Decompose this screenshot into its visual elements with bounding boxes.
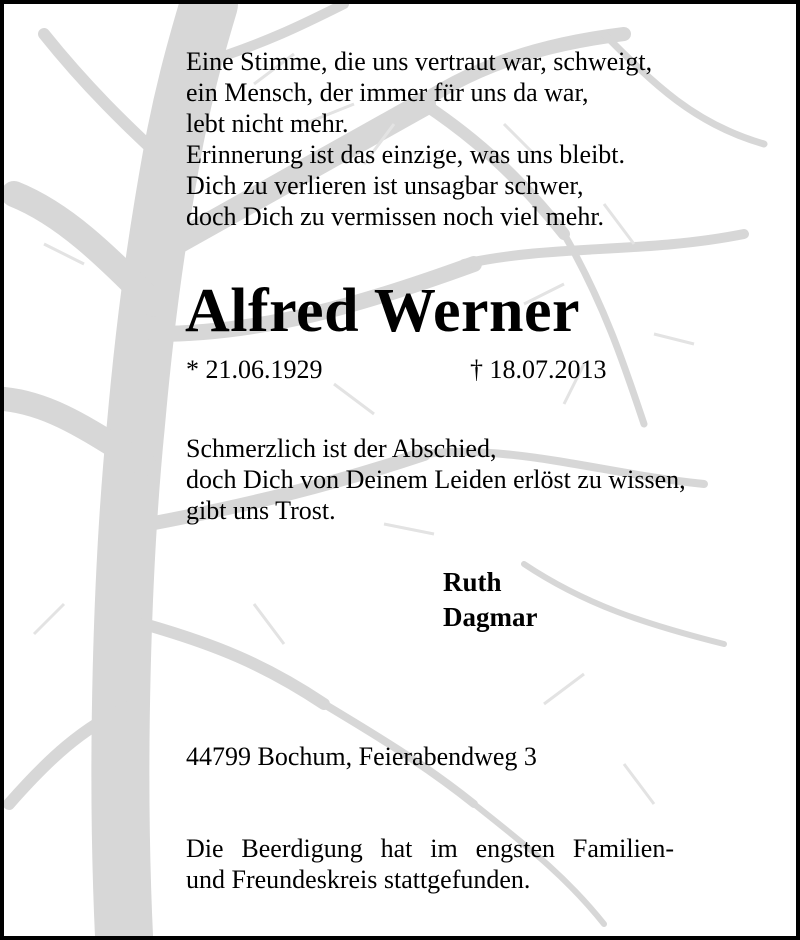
poem-line: Erinnerung ist das einzige, was uns bleibt. <box>186 140 626 169</box>
poem-block <box>186 46 652 232</box>
poem-line: lebt nicht mehr. <box>186 109 349 138</box>
poem-line: Eine Stimme, die uns vertraut war, schweigt, <box>186 47 653 76</box>
poem-line: Dich zu verlieren ist unsagbar schwer, <box>186 171 584 200</box>
poem-line: doch Dich zu vermissen noch viel mehr. <box>186 202 605 231</box>
farewell-line: gibt uns Trost. <box>186 496 336 525</box>
poem-line: ein Mensch, der immer für uns da war, <box>186 78 589 107</box>
farewell-line: doch Dich von Deinem Leiden erlöst zu wissen, <box>186 465 686 494</box>
farewell-text <box>186 433 686 526</box>
funeral-line: und Freundeskreis stattgefunden. <box>186 865 531 894</box>
mourner-name: Dagmar <box>443 602 538 632</box>
funeral-line: Die Beerdigung hat im engsten Familien- <box>186 834 674 863</box>
farewell-line: Schmerzlich ist der Abschied, <box>186 434 497 463</box>
mourners-names <box>443 565 537 635</box>
mourner-address: 44799 Bochum, Feierabendweg 3 <box>186 742 537 771</box>
funeral-note <box>186 833 674 895</box>
death-date: † 18.07.2013 <box>470 355 607 384</box>
deceased-name: Alfred Werner <box>185 277 581 345</box>
mourner-name: Ruth <box>443 567 502 597</box>
birth-date: * 21.06.1929 <box>186 355 323 384</box>
